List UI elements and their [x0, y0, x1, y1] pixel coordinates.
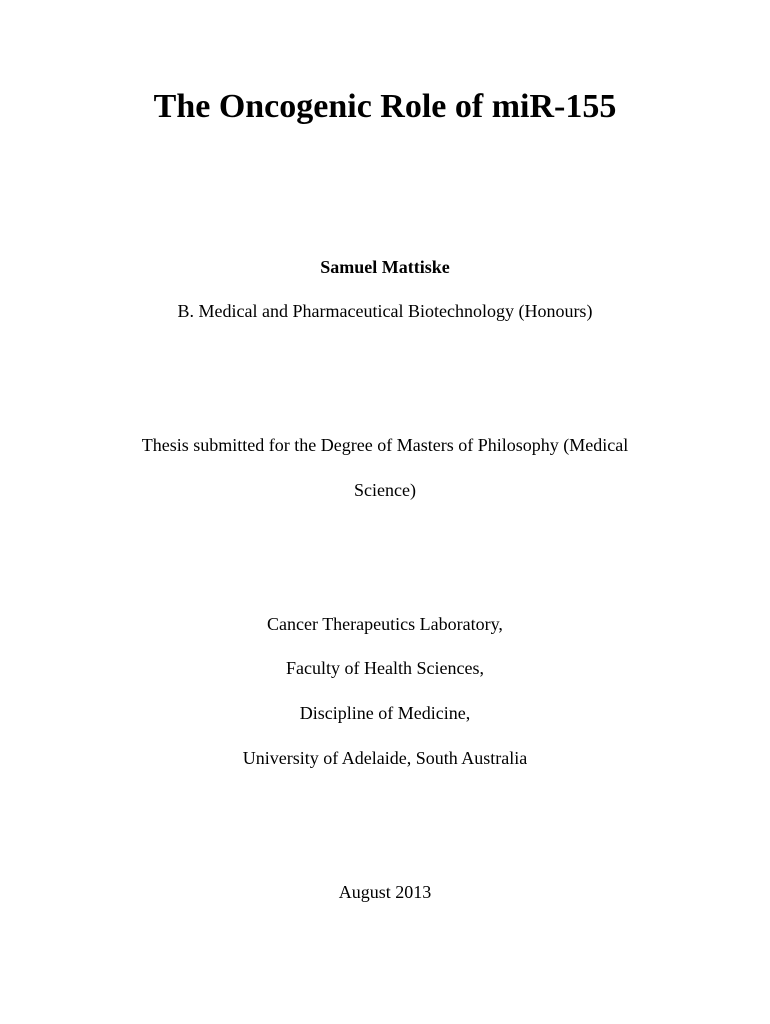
thesis-title: The Oncogenic Role of miR-155 [153, 88, 617, 125]
thesis-statement-line-2: Science) [354, 480, 416, 500]
affiliation-university: University of Adelaide, South Australia [242, 748, 528, 768]
prior-degree: B. Medical and Pharmaceutical Biotechnology (Honours) [177, 301, 593, 321]
affiliation-discipline: Discipline of Medicine, [299, 703, 471, 723]
affiliation-laboratory: Cancer Therapeutics Laboratory, [267, 614, 503, 634]
affiliation-faculty: Faculty of Health Sciences, [286, 658, 484, 678]
submission-date: August 2013 [338, 882, 432, 902]
author-name: Samuel Mattiske [320, 257, 450, 277]
thesis-statement-line-1: Thesis submitted for the Degree of Masters of Philosophy (Medical [141, 435, 629, 455]
